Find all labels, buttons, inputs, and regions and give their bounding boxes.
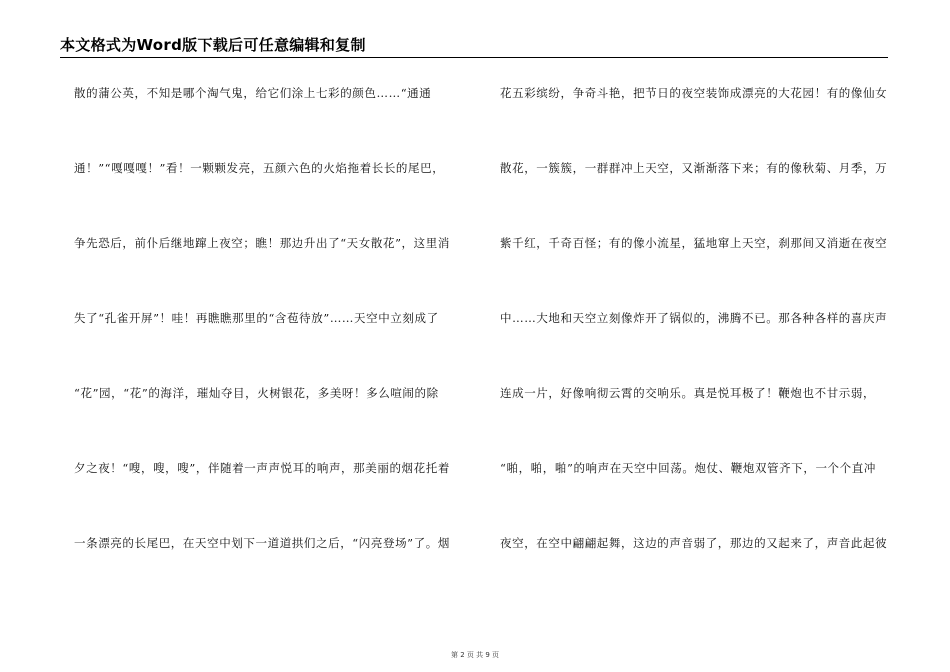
text-line: 失了“孔雀开屏”！哇！再瞧瞧那里的“含苞待放”……天空中立刻成了 [74,311,439,325]
left-text-column [74,85,462,610]
text-line: 争先恐后，前仆后继地蹿上夜空；瞧！那边升出了“天女散花”，这里消 [74,236,450,250]
text-line: 夜空，在空中翩翩起舞，这边的声音弱了，那边的又起来了，声音此起彼 [500,536,888,550]
page-number-footer: 第 2 页 共 9 页 [450,651,500,659]
text-line: 散的蒲公英，不知是哪个淘气鬼，给它们涂上七彩的颜色……“通通 [74,86,432,100]
document-header-title: 本文格式为Word版下载后可任意编辑和复制 [60,36,366,54]
text-line: 夕之夜！“嗖，嗖，嗖”，伴随着一声声悦耳的响声，那美丽的烟花托着 [74,461,450,475]
text-line: 花五彩缤纷，争奇斗艳，把节日的夜空装饰成漂亮的大花园！有的像仙女 [500,86,888,100]
text-line: 散花，一簇簇，一群群冲上天空，又渐渐落下来；有的像秋菊、月季，万 [500,161,888,175]
text-line: 一条漂亮的长尾巴，在天空中划下一道道拱们之后，“闪亮登场”了。烟 [74,536,450,550]
text-line: 连成一片，好像响彻云霄的交响乐。真是悦耳极了！鞭炮也不甘示弱， [500,386,876,400]
text-line: 紫千红，千奇百怪；有的像小流星，猛地窜上天空，刹那间又消逝在夜空 [500,236,888,250]
header-divider [60,57,888,58]
text-line: 中……大地和天空立刻像炸开了锅似的，沸腾不已。那各种各样的喜庆声 [500,311,888,325]
text-line: “啪，啪，啪”的响声在天空中回荡。炮仗、鞭炮双管齐下，一个个直冲 [500,461,876,475]
text-line: “花”园，“花”的海洋，璀灿夺目，火树银花，多美呀！多么喧闹的除 [74,386,439,400]
text-line: 通！”“嘎嘎嘎！”看！一颗颗发亮，五颜六色的火焰拖着长长的尾巴， [74,161,445,175]
right-text-column [500,85,888,610]
